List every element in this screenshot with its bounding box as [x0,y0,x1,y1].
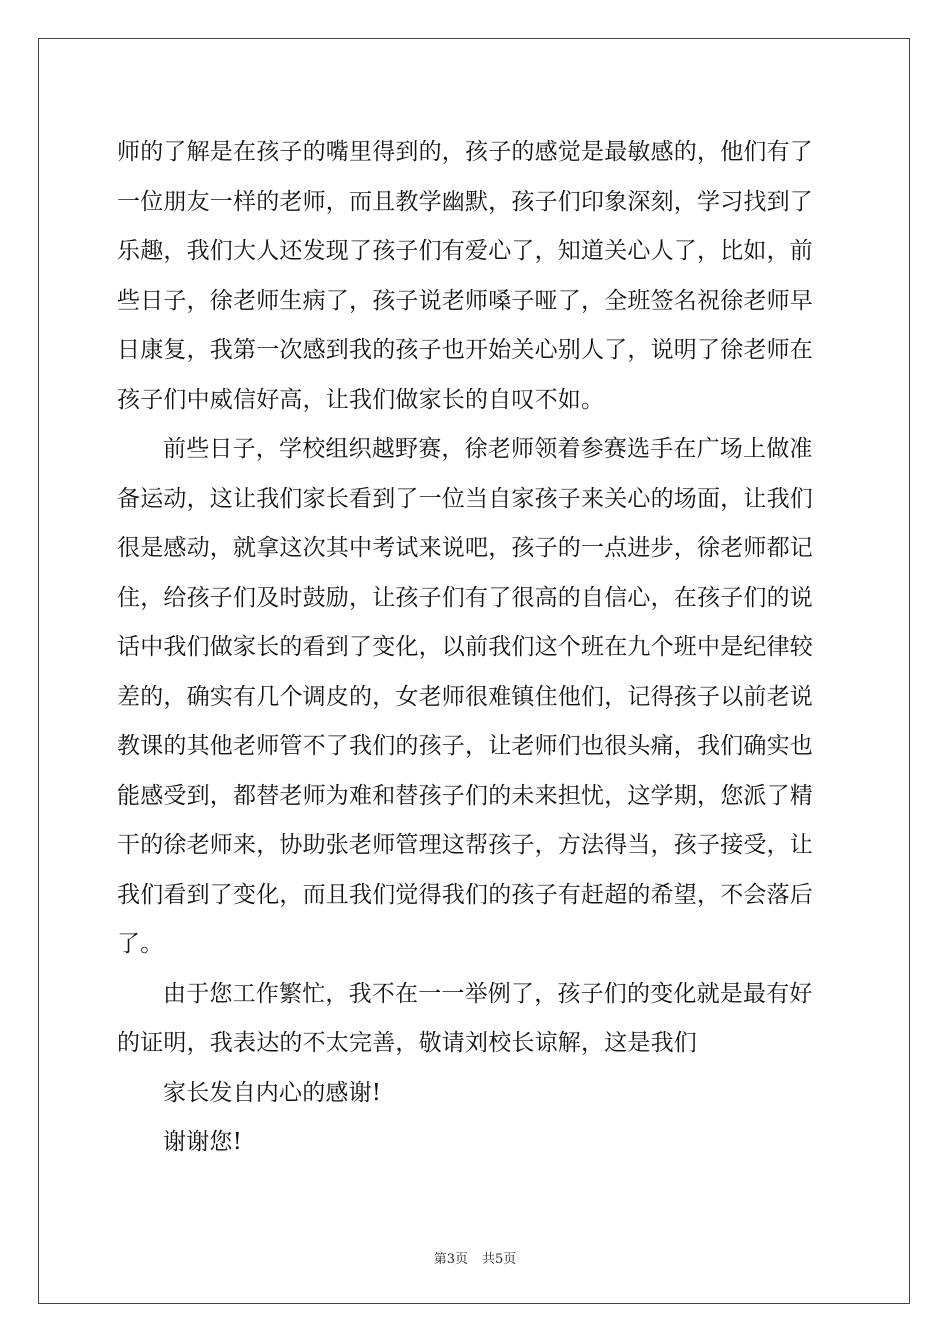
text-line: 备运动，这让我们家长看到了一位当自家孩子来关心的场面，让我们 [117,485,813,512]
total-pages: 共5页 [482,1252,517,1267]
text-line: 差的，确实有几个调皮的，女老师很难镇住他们，记得孩子以前老说 [117,683,813,710]
text-line: 住，给孩子们及时鼓励，让孩子们有了很高的自信心，在孩子们的说 [117,584,813,611]
text-line: 孩子们中威信好高，让我们做家长的自叹不如。 [117,386,605,413]
document-body [117,128,837,1168]
text-line: 一位朋友一样的老师，而且教学幽默，孩子们印象深刻，学习找到了 [117,188,813,215]
text-line: 很是感动，就拿这次其中考试来说吧，孩子的一点进步，徐老师都记 [117,535,813,561]
text-line: 由于您工作繁忙，我不在一一举例了，孩子们的变化就是最有好 [163,980,813,1007]
current-page-number: 第3页 [433,1252,468,1267]
text-line: 日康复，我第一次感到我的孩子也开始关心别人了，说明了徐老师在 [117,337,813,363]
text-line: 谢谢您! [163,1129,243,1155]
paragraph-4 [117,1069,837,1119]
paragraph-5 [117,1118,837,1168]
text-line: 的证明，我表达的不太完善，敬请刘校长谅解，这是我们 [117,1030,697,1056]
text-line: 师的了解是在孩子的嘴里得到的，孩子的感觉是最敏感的，他们有了 [117,139,813,165]
text-line: 家长发自内心的感谢! [163,1079,382,1106]
text-line: 能感受到，都替老师为难和替孩子们的未来担忧，这学期，您派了精 [117,782,813,809]
text-line: 话中我们做家长的看到了变化，以前我们这个班在九个班中是纪律较 [117,634,813,660]
text-line: 干的徐老师来，协助张老师管理这帮孩子，方法得当，孩子接受，让 [117,832,813,858]
text-line: 教课的其他老师管不了我们的孩子，让老师们也很头痛，我们确实也 [117,733,813,759]
text-line: 些日子，徐老师生病了，孩子说老师嗓子哑了，全班签名祝徐老师早 [117,287,813,314]
text-line: 乐趣，我们大人还发现了孩子们有爱心了，知道关心人了，比如，前 [117,238,813,264]
page-footer [0,1248,950,1267]
paragraph-3 [117,970,837,1069]
text-line: 了。 [117,931,164,957]
text-line: 前些日子，学校组织越野赛，徐老师领着参赛选手在广场上做准 [163,436,813,462]
text-line: 我们看到了变化，而且我们觉得我们的孩子有赶超的希望，不会落后 [117,881,813,908]
paragraph-1 [117,128,837,425]
paragraph-2 [117,425,837,970]
